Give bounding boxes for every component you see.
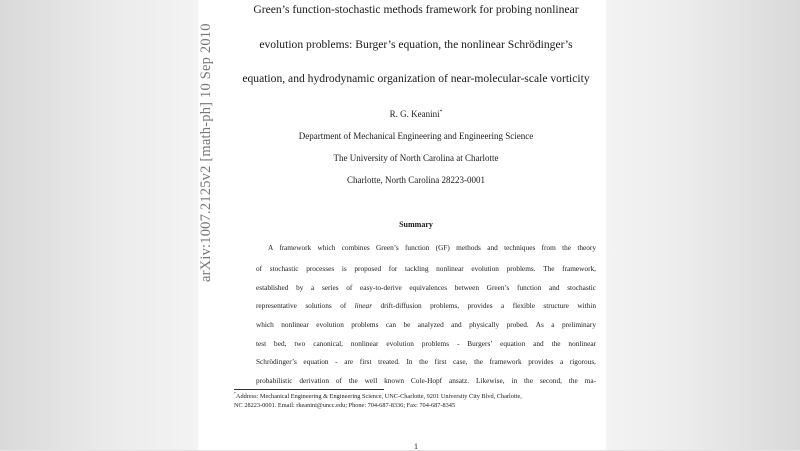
affiliation-university: The University of North Carolina at Charlotte	[333, 153, 499, 163]
abstract-line: of stochastic processes is proposed for tackling nonlinear evolution problems. The framework,	[256, 264, 596, 273]
background-left	[0, 0, 198, 450]
footnote-line-2: NC 28223-0001. Email: rkeanini@uncc.edu; Phone: 704-687-8336; Fax: 704-687-8345	[234, 402, 456, 409]
abstract-line-end: drift-diffusion problems, provides a flexible structure within	[380, 301, 596, 310]
abstract-line	[256, 301, 596, 310]
author-footnote-mark: *	[439, 109, 443, 115]
title-line-3: equation, and hydrodynamic organization of near-molecular-scale vorticity	[242, 72, 590, 85]
title-line-1: Green’s function-stochastic methods framework for probing nonlinear	[253, 3, 579, 16]
footnote-rule	[234, 389, 384, 390]
affiliation-department: Department of Mechanical Engineering and Engineering Science	[298, 131, 534, 141]
arxiv-stamp	[196, 0, 212, 290]
abstract-line: A framework which combines Green’s function (GF) methods and techniques from the theory	[268, 243, 596, 252]
abstract-line-start: representative solutions of	[256, 301, 347, 310]
footnote-mark: *	[234, 392, 236, 396]
footnote-line-1	[234, 392, 602, 400]
author-name: R. G. Keanini	[389, 109, 440, 119]
abstract-line: test bed, two canonical, nonlinear evolution problems - Burgers’ equation and the nonlinear	[256, 339, 596, 348]
abstract-line: Schrödinger’s equation - are first treated. In the first case, the framework provides a rigorous,	[256, 357, 596, 366]
abstract-line: established by a series of easy-to-derive equivalences between Green’s function and stochastic	[256, 283, 596, 292]
affiliation-city: Charlotte, North Carolina 28223-0001	[347, 175, 485, 185]
abstract-emphasis-linear: linear	[354, 301, 373, 310]
title-line-2: evolution problems: Burger’s equation, the nonlinear Schrödinger’s	[259, 38, 573, 51]
abstract-line: probabilistic derivation of the well known Cole-Hopf ansatz. Likewise, in the second, the ma-	[256, 376, 596, 385]
page-number: 1	[414, 442, 418, 451]
arxiv-stamp-text: arXiv:1007.2125v2 [math-ph] 10 Sep 2010	[198, 23, 214, 282]
background-right	[606, 0, 800, 450]
footnote-text-1: Address: Mechanical Engineering & Engineering Science, UNC-Charlotte, 9201 University City Blvd, Charlotte,	[235, 393, 522, 401]
author	[228, 109, 604, 119]
abstract-line: which nonlinear evolution problems can be analyzed and physically probed. As a preliminary	[256, 320, 596, 329]
summary-heading: Summary	[399, 220, 433, 229]
